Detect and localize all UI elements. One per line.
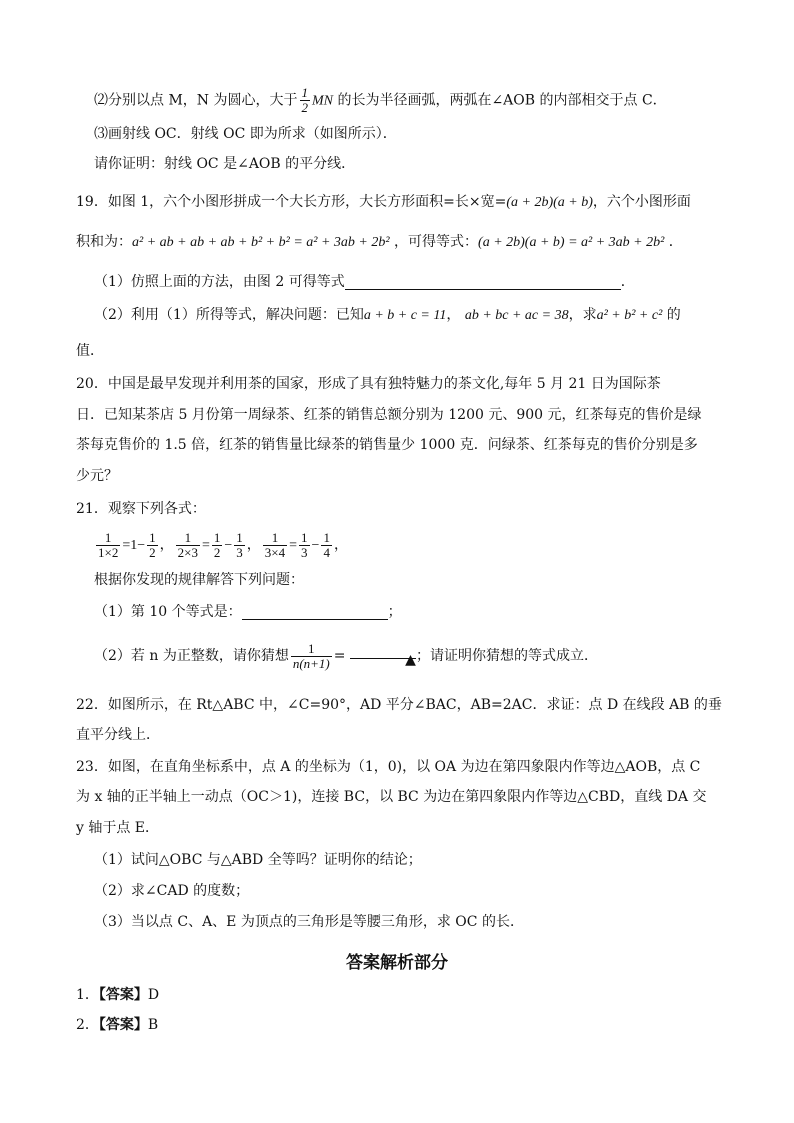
answer-item: 1．【答案】D [76, 987, 160, 1003]
eq3-rhs-b: $\frac{1}{4}$ [323, 529, 330, 560]
q23-line1: 23．如图，在直角坐标系中，点 A 的坐标为（1，0)，以 OA 为边在第四象限内作等边△AOB，点 C [76, 759, 701, 775]
q18-step2: ⑵分别以点 M，N 为圆心，大于 $\frac{1}{2}$ MN 的长为半径画弧，两弧在∠AOB 的内部相交于点 C． [94, 85, 667, 115]
eq2-lhs: $\frac{1}{2\times 3}$ [177, 529, 198, 560]
q23-part3: （3）当以点 C、A、E 为顶点的三角形是等腰三角形，求 OC 的长． [94, 914, 524, 930]
q21-rule: 根据你发现的规律解答下列问题： [94, 572, 304, 588]
q23-part1: （1）试问△OBC 与△ABD 全等吗？证明你的结论； [94, 852, 422, 868]
q19-part2: （2）利用（1）所得等式，解决问题：已知a + b + c = 11， ab + bc + ac = 38，求a² + b² + c² 的 [94, 307, 681, 323]
answer-item: 2．【答案】B [76, 1017, 159, 1033]
q19-part2-end: 值． [76, 343, 104, 359]
eq3-lhs: $\frac{1}{3\times 4}$ [264, 529, 286, 560]
q19-line1: 19．如图 1，六个小图形拼成一个大长方形，大长方形面积=长×宽=(a + 2b)(a + b)，六个小图形面 [76, 194, 691, 210]
q23-line3: y 轴于点 E． [76, 820, 160, 836]
q21-part1: （1）第 10 个等式是： ； [94, 604, 402, 620]
answer-blank[interactable] [345, 273, 621, 290]
answer-blank[interactable]: ▲ [350, 642, 416, 659]
eq1-rhs-frac: $\frac{1}{2}$ [149, 529, 156, 560]
q19-part1: （1）仿照上面的方法，由图 2 可得等式 ． [94, 274, 635, 290]
q22-line2: 直平分线上． [76, 727, 160, 743]
answer-blank[interactable] [242, 603, 388, 620]
q18-prove: 请你证明：射线 OC 是∠AOB 的平分线． [94, 156, 356, 172]
q19-sum-expr: a² + ab + ab + ab + b² + b² = a² + 3ab + 2b² [132, 235, 390, 250]
q22-line1: 22．如图所示，在 Rt△ABC 中，∠C=90°，AD 平分∠BAC，AB=2AC．求证：点 D 在线段 AB 的垂 [76, 697, 722, 713]
eq2-rhs-a: $\frac{1}{2}$ [213, 529, 221, 560]
q21-part2: （2）若 n 为正整数，请你猜想 $\frac{1}{n(n+1)}$ = ▲；请证明你猜想的等式成立． [94, 640, 598, 671]
q20-line4: 少元？ [76, 468, 118, 484]
q23-line2: 为 x 轴的正半轴上一动点（OC＞1)，连接 BC，以 BC 为边在第四象限内作等边△CBD，直线 DA 交 [76, 789, 707, 805]
answers-heading: 答案解析部分 [346, 953, 448, 973]
eq3-rhs-a: $\frac{1}{3}$ [301, 529, 308, 560]
fraction-one-half: $\frac{1}{2}$ [301, 85, 308, 115]
q20-line1: 20．中国是最早发现并利用茶的国家，形成了具有独特魅力的茶文化,每年 5 月 21 日为国际茶 [76, 376, 661, 392]
q19-area-expr: (a + 2b)(a + b) [506, 195, 593, 210]
q19-line2: 积和为：a² + ab + ab + ab + b² + b² = a² + 3ab + 2b² ，可得等式：(a + 2b)(a + b) = a² + 3ab + 2b² ． [76, 234, 683, 250]
eq1-lhs: $\frac{1}{1\times 2}$ [98, 529, 119, 560]
eq2-rhs-b: $\frac{1}{3}$ [236, 529, 243, 560]
q21-equations: $\frac{1}{1\times 2}$ =1− $\frac{1}{2}$ ， $\frac{1}{2\times 3}$ = $\frac{1}{2}$ − $\frac{1}{3}$ ， $\frac{1}{3\times 4}$ = $\frac{1}{3}$ − $\frac{1}{4}$ ， [98, 529, 348, 560]
q21-title: 21．观察下列各式： [76, 501, 206, 517]
q20-line3: 茶每克售价的 1.5 倍，红茶的销售量比绿茶的销售量少 1000 克．问绿茶、红茶每克的售价分别是多 [76, 437, 698, 453]
q21-guess-frac: $\frac{1}{n(n+1)}$ [292, 640, 330, 671]
q18-step3: ⑶画射线 OC．射线 OC 即为所求（如图所示）． [94, 126, 397, 142]
q23-part2: （2）求∠CAD 的度数； [94, 883, 250, 899]
q19-identity: (a + 2b)(a + b) = a² + 3ab + 2b² [478, 235, 665, 250]
q20-line2: 日．已知某茶店 5 月份第一周绿茶、红茶的销售总额分别为 1200 元、900 元，红茶每克的售价是绿 [76, 407, 702, 423]
